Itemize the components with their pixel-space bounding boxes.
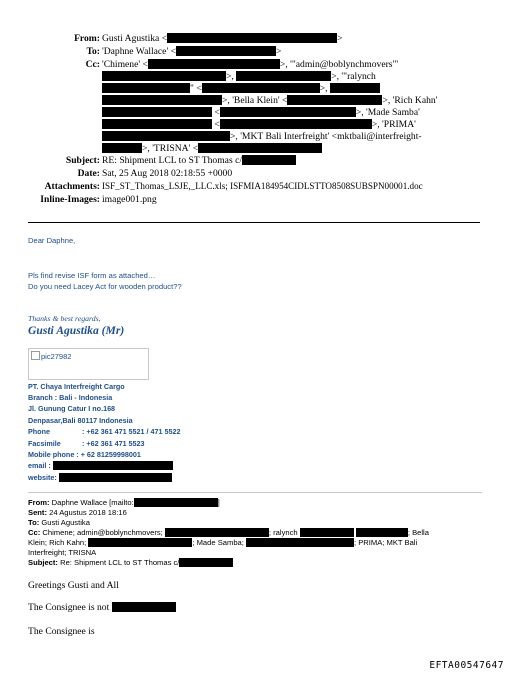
redaction	[246, 538, 354, 547]
cc-text: >, 'Rich Kahn'	[382, 95, 438, 106]
quoted-subject-value: Re: Shipment LCL to ST Thomas c/	[60, 558, 180, 567]
quoted-divider	[28, 492, 482, 493]
date-label: Date:	[77, 168, 100, 179]
redaction	[176, 46, 276, 56]
cc-text: >, 'PRIMA'	[371, 119, 416, 130]
from-value: Gusti Agustika <	[102, 33, 168, 44]
redaction	[102, 143, 142, 153]
message-line-1: Pls find revise ISF form as attached…	[28, 271, 156, 280]
fax-label: Facsimile	[28, 439, 61, 448]
quoted-cc-label: Cc:	[28, 528, 41, 537]
quoted-from-label: From:	[28, 498, 50, 507]
cc-text: >, 'Bella Klein' <	[222, 95, 288, 106]
quoted-cc-text: ; Bella	[407, 528, 429, 537]
quoted-cc-text: Klein; Rich Kahn;	[28, 538, 87, 547]
redaction	[102, 71, 226, 81]
closing: Thanks & best regards,	[28, 314, 101, 323]
quoted-cc-2	[28, 538, 417, 548]
redaction	[112, 602, 176, 612]
quoted-from-value: Daphne Wallace [mailto:	[51, 498, 134, 507]
consignee-not-text: The Consignee is not	[28, 602, 110, 613]
cc-text: >, 'TRISNA' <	[142, 143, 199, 154]
subject-value: RE: Shipment LCL to ST Thomas c/	[102, 155, 242, 166]
date-value: Sat, 25 Aug 2018 02:18:55 +0000	[102, 168, 233, 179]
redaction	[134, 498, 218, 507]
redaction	[202, 83, 320, 93]
to-label: To:	[86, 46, 100, 57]
cc-text: >, '"admin@boblynchmovers"'	[279, 59, 399, 70]
sig-street: Jl. Gunung Catur I no.168	[28, 404, 116, 413]
redaction	[102, 95, 222, 105]
redaction	[220, 119, 372, 129]
cc-text: >, '"ralynch	[331, 71, 376, 82]
phone-label: Phone	[28, 427, 50, 436]
sig-company: PT. Chaya Interfreight Cargo	[28, 382, 125, 391]
quoted-to-value: Gusti Agustika	[41, 518, 90, 527]
quoted-subject	[28, 558, 233, 568]
redaction	[287, 95, 382, 105]
message-line-2: Do you need Lacey Act for wooden product??	[28, 282, 182, 291]
signature-image-placeholder	[28, 348, 149, 380]
quoted-from	[28, 498, 220, 508]
redaction	[59, 473, 172, 482]
redaction	[300, 528, 354, 537]
greeting: Dear Daphne,	[28, 236, 76, 245]
quoted-to-label: To:	[28, 518, 40, 527]
redaction	[236, 71, 331, 81]
sig-fax	[28, 439, 145, 449]
quoted-cc-text: ; ralynch	[268, 528, 298, 537]
redaction	[198, 143, 322, 153]
cc-text: >, 'MKT Bali Interfreight' <mktbali@interfreight-	[230, 131, 422, 142]
from-label: From:	[74, 33, 100, 44]
quoted-to	[28, 518, 90, 528]
redaction	[220, 107, 356, 117]
quoted-greeting: Greetings Gusti and All	[28, 580, 119, 591]
redaction	[148, 59, 280, 69]
quoted-cc-3: Interfreight; TRISNA	[28, 548, 97, 557]
redaction	[102, 107, 212, 117]
header-divider	[28, 222, 480, 223]
redaction	[179, 558, 233, 567]
attachments-value: ISF_ST_Thomas_LSJE,_LLC.xls; ISFMIA184954CIDLSTTO8508SUBSPN00001.doc	[102, 181, 423, 191]
redaction	[165, 528, 269, 537]
quoted-cc	[28, 528, 429, 538]
consignee-is-line: The Consignee is	[28, 626, 95, 637]
bates-number: EFTA00547647	[429, 660, 504, 671]
website-label: website:	[28, 473, 57, 482]
quoted-from-end: ]	[217, 498, 220, 507]
redaction	[102, 119, 212, 129]
email-label: email :	[28, 461, 51, 470]
redaction	[330, 83, 380, 93]
sig-city: Denpasar,Bali 80117 Indonesia	[28, 416, 133, 425]
sig-phone	[28, 427, 181, 437]
sig-mobile: Mobile phone : + 62 81259998001	[28, 450, 141, 459]
redaction	[102, 83, 190, 93]
subject-label: Subject:	[65, 155, 100, 166]
inline-images-value: image001.png	[102, 194, 157, 205]
cc-label: Cc:	[85, 59, 100, 70]
sig-website	[28, 473, 172, 483]
to-value: 'Daphne Wallace' <	[102, 46, 176, 57]
quoted-cc-text: ; Made Samba;	[192, 538, 244, 547]
quoted-sent-value: 24 Agustus 2018 18:16	[49, 508, 127, 517]
redaction	[88, 538, 192, 547]
redaction	[356, 528, 408, 537]
redaction	[167, 33, 337, 43]
sender-name: Gusti Agustika (Mr)	[28, 324, 125, 337]
quoted-sent	[28, 508, 127, 518]
cc-text: 'Chimene' <	[102, 59, 148, 70]
image-alt-text: pic27982	[41, 352, 72, 361]
quoted-cc-text: ; PRIMA; MKT Bali	[354, 538, 418, 547]
quoted-cc-text: Chimene; admin@boblynchmovers;	[42, 528, 163, 537]
inline-images-label: Inline-Images:	[40, 194, 100, 205]
quoted-sent-label: Sent:	[28, 508, 47, 517]
redaction	[53, 461, 173, 470]
phone-value: : +62 361 471 5521 / 471 5522	[82, 427, 181, 436]
cc-text: >, 'Made Samba'	[355, 107, 420, 118]
redaction	[102, 131, 230, 141]
consignee-not-line	[28, 602, 176, 613]
sig-email	[28, 461, 173, 471]
sig-branch: Branch : Bali - Indonesia	[28, 393, 113, 402]
broken-image-icon	[31, 351, 40, 360]
redaction	[242, 155, 296, 165]
fax-value: : +62 361 471 5523	[82, 439, 145, 448]
attachments-label: Attachments:	[44, 181, 100, 192]
quoted-subject-label: Subject:	[28, 558, 58, 567]
